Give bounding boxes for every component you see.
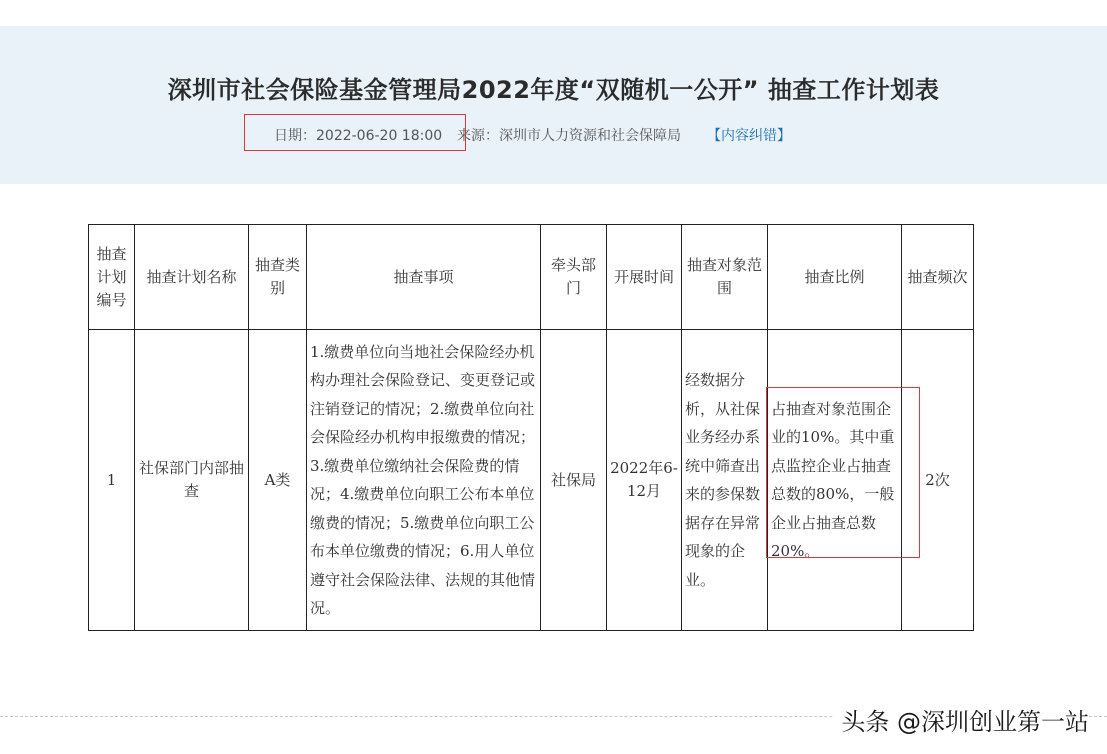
date-highlight-box: [244, 114, 466, 151]
header-frequency: 抽查频次: [902, 225, 974, 330]
header-period: 开展时间: [607, 225, 682, 330]
watermark: 头条 @深圳创业第一站: [833, 702, 1089, 737]
cell-plan-id: 1: [89, 330, 135, 631]
article-header: [0, 26, 1107, 184]
header-items: 抽查事项: [307, 225, 541, 330]
cell-scope: 经数据分析，从社保业务经办系统中筛查出来的参保数据存在异常现象的企业。: [682, 330, 768, 631]
cell-plan-name: 社保部门内部抽查: [135, 330, 249, 631]
cell-ratio: 占抽查对象范围企业的10%。其中重点监控企业占抽查总数的80%，一般企业占抽查总数20%。: [768, 330, 902, 631]
ratio-highlight-box: [766, 387, 920, 558]
header-scope: 抽查对象范围: [682, 225, 768, 330]
cell-category: A类: [249, 330, 307, 631]
header-plan-id: 抽查计划编号: [89, 225, 135, 330]
cell-frequency: 2次: [902, 330, 974, 631]
header-ratio: 抽查比例: [768, 225, 902, 330]
page-title: 深圳市社会保险基金管理局2022年度“双随机一公开” 抽查工作计划表: [167, 76, 940, 104]
cell-department: 社保局: [541, 330, 607, 631]
content-correction-link[interactable]: 【内容纠错】: [707, 128, 791, 144]
header-department: 牵头部门: [541, 225, 607, 330]
publish-date: 日期：2022-06-20 18:00: [274, 128, 443, 144]
cell-period: 2022年6-12月: [607, 330, 682, 631]
cell-items: 1.缴费单位向当地社会保险经办机构办理社会保险登记、变更登记或注销登记的情况；2.缴费单位向社会保险经办机构申报缴费的情况；3.缴费单位缴纳社会保险费的情况；4.缴费单位向职工公布本单位缴费的情况；5.缴费单位向职工公布本单位缴费的情况；6.用人单位遵守社会保险法律、法规的其他情况。: [307, 330, 541, 631]
article-source: 来源：深圳市人力资源和社会保障局: [457, 128, 681, 144]
table-header-row: [89, 225, 974, 330]
header-plan-name: 抽查计划名称: [135, 225, 249, 330]
header-category: 抽查类别: [249, 225, 307, 330]
